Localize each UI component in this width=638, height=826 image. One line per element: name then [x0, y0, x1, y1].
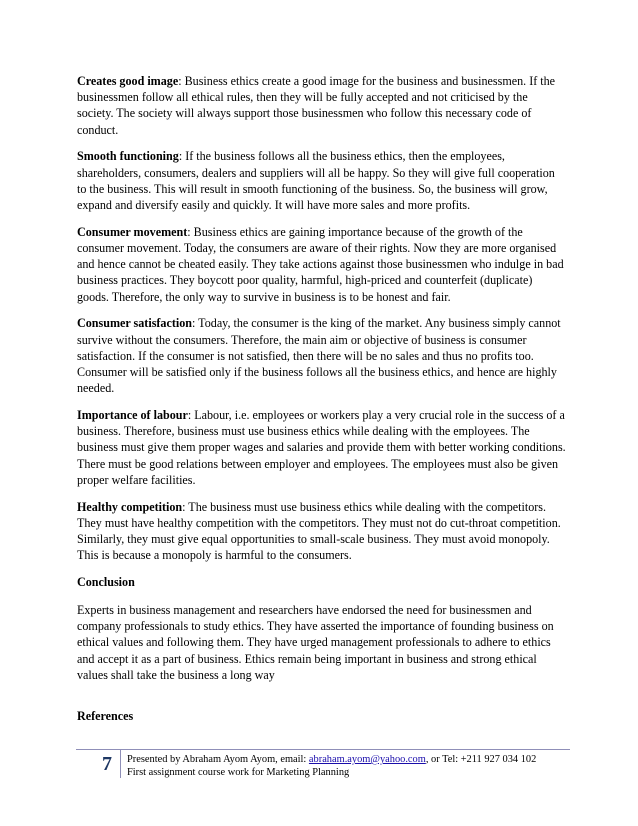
section-term: Healthy competition — [77, 499, 183, 514]
section-term: Importance of labour — [77, 408, 188, 423]
section-term: Consumer satisfaction — [77, 316, 193, 331]
section-term: Smooth functioning — [77, 149, 179, 164]
page-number: 7 — [102, 753, 112, 775]
footer-divider — [76, 749, 570, 750]
section-creates-good-image — [77, 73, 567, 138]
footer-text — [127, 753, 536, 779]
conclusion-heading: Conclusion — [77, 575, 135, 590]
section-text: : Today, the consumer is the king of the market. Any business simply cannot survive without the consumers. Therefore, the main aim or objective of business is consumer satisfaction. If the consumer is not satisfied, then there will be no sales and thus no profits too. Consumer will be satisfied only if the business follows all the business ethics, and hence are highly needed. — [77, 316, 561, 396]
section-text: : Business ethics are gaining importance because of the growth of the consumer movement. Today, the consumers are aware of their rights. Now they are more organised and hence cannot be cheated easily. They take actions against those businessmen who indulge in bad business practices. They boycott poor quality, harmful, high-priced and counterfeit (duplicate) goods. Therefore, the only way to survive in business is to be honest and fair. — [77, 224, 564, 304]
footer-line-1 — [127, 753, 536, 766]
footer-prefix: Presented by Abraham Ayom Ayom, email: — [127, 754, 309, 765]
section-term: Creates good image — [77, 74, 179, 88]
section-term: Consumer movement — [77, 224, 188, 239]
document-body — [77, 73, 567, 736]
footer-suffix: , or Tel: +211 927 034 102 — [425, 754, 537, 765]
section-healthy-competition — [77, 499, 567, 564]
section-text: : Business ethics create a good image for the business and businessmen. If the businessmen follow all ethical rules, then they will be fully accepted and not criticised by the society. The society will always support those businessmen who follow this necessary code of conduct. — [77, 74, 556, 137]
section-consumer-movement — [77, 224, 567, 305]
email-link[interactable]: abraham.ayom@yahoo.com — [308, 754, 426, 765]
section-text: : If the business follows all the business ethics, then the employees, shareholders, consumers, dealers and suppliers will all be happy. So they will give full cooperation to the business. This will result in smooth functioning of the business. So, the business will grow, expand and diversify easily and quickly. It will have more sales and more profits. — [77, 149, 555, 213]
section-text: : The business must use business ethics while dealing with the competitors. They must have healthy competition with the competitors. They must not do cut-throat competition. Similarly, they must give equal opportunities to small-scale business. They must avoid monopoly. This is because a monopoly is harmful to the consumers. — [77, 499, 561, 563]
section-consumer-satisfaction — [77, 315, 567, 396]
conclusion-text: Experts in business management and researchers have endorsed the need for businessmen and company professionals to study ethics. They have asserted the importance of founding business on ethical values and following them. They have urged management professionals to adhere to ethics and accept it as a part of business. Ethics remain being important in business and strong ethical values shall take the business a long way — [77, 603, 554, 682]
section-importance-of-labour — [77, 407, 567, 488]
references-heading: References — [77, 708, 134, 723]
footer-line-2: First assignment course work for Marketing Planning — [127, 767, 350, 778]
section-smooth-functioning — [77, 148, 567, 213]
spacer — [77, 694, 567, 708]
section-text: : Labour, i.e. employees or workers play a very crucial role in the success of a business. Therefore, business must use business ethics while dealing with the employees. The business must give them proper wages and salaries and provide them with better working conditions. There must be good relations between employer and employees. The employees must also be given proper welfare facilities. — [77, 408, 566, 487]
footer-vertical-divider — [120, 750, 121, 778]
